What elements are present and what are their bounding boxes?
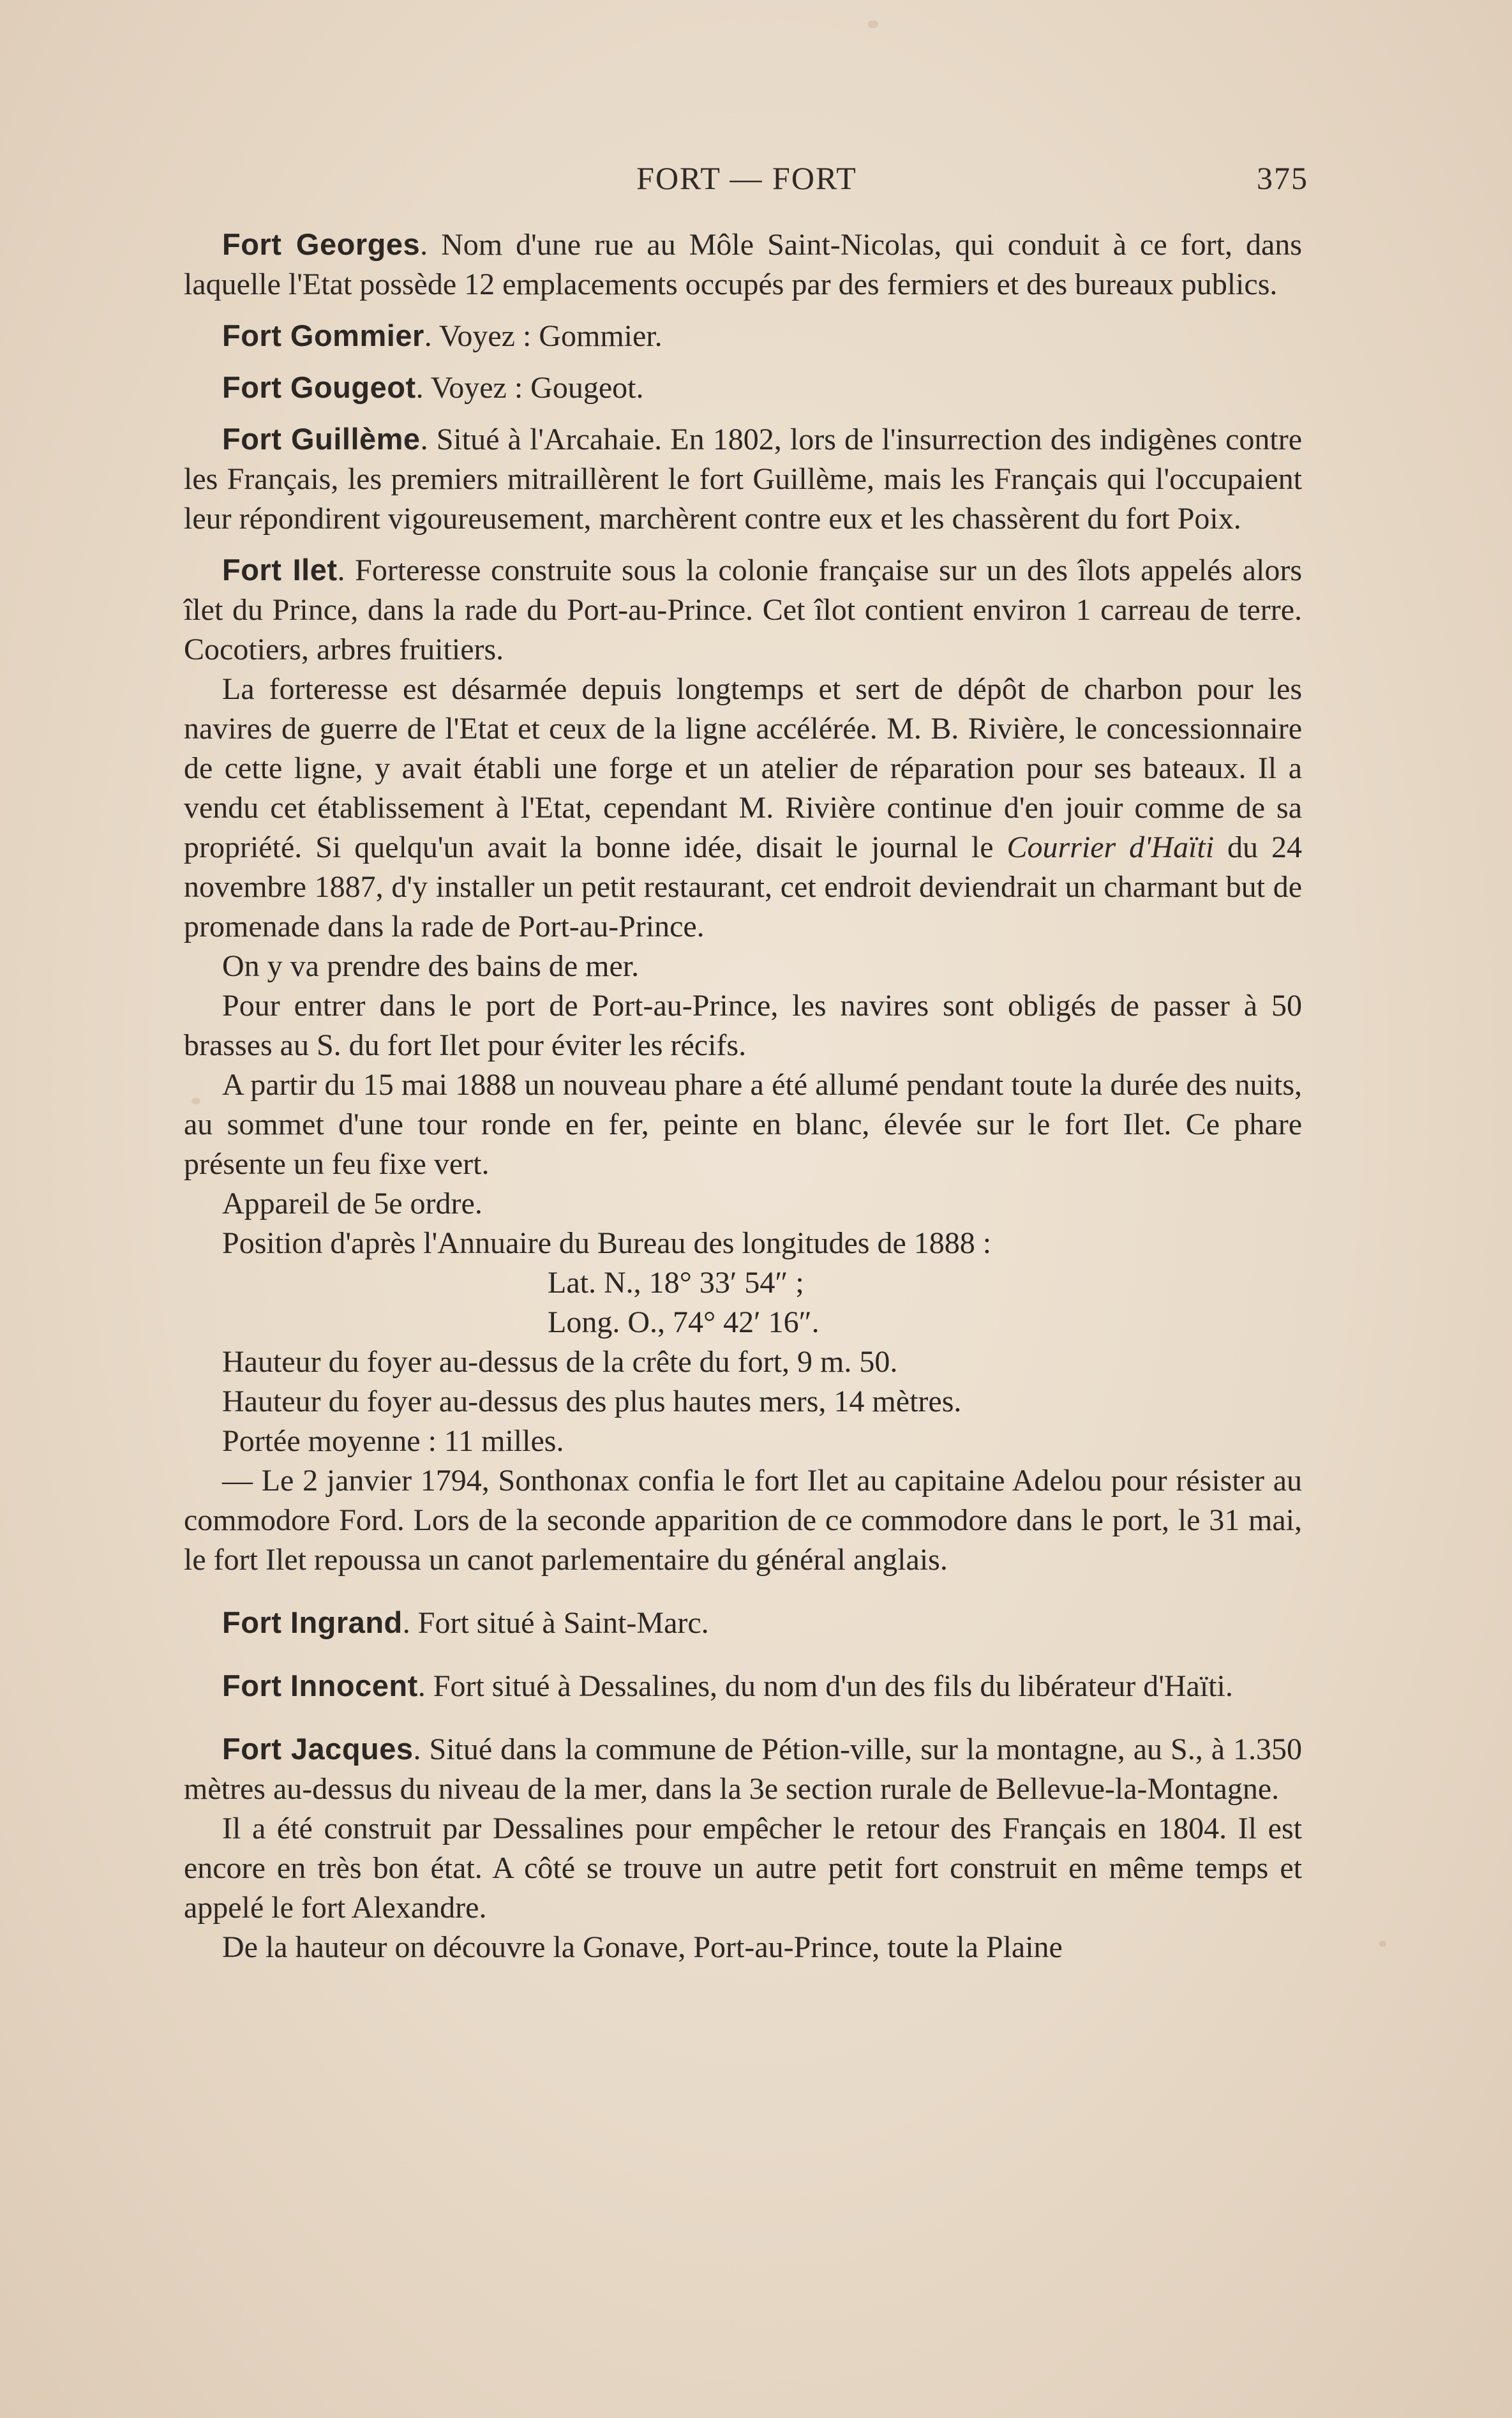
page-number: 375 bbox=[1257, 160, 1308, 196]
paragraph: Appareil de 5e ordre. bbox=[222, 1187, 483, 1220]
entry-text: . Situé à l'Arcahaie. En 1802, lors de l'insurrection des indigènes contre les Français, les premiers mitraillèrent le fort Guillème, mais les Français qui l'occupaient leur répondirent vigoureusement, marchèrent contre eux et les chassèrent du fort Poix. bbox=[184, 423, 1302, 536]
journal-title: Courrier d'Haïti bbox=[1007, 830, 1215, 864]
paragraph: De la hauteur on découvre la Gonave, Port-au-Prince, toute la Plaine bbox=[222, 1930, 1063, 1964]
entry-fort-ingrand bbox=[184, 1603, 1302, 1643]
entry-text: . Nom d'une rue au Môle Saint-Nicolas, qui conduit à ce fort, dans laquelle l'Etat possède 12 emplacements occupés par des fermiers et des bureaux publics. bbox=[184, 228, 1302, 301]
foxing-spot bbox=[868, 20, 878, 28]
entry-text: . Voyez : Gommier. bbox=[424, 319, 662, 353]
paragraph: Hauteur du foyer au-dessus de la crête du fort, 9 m. 50. bbox=[222, 1345, 898, 1379]
page-body bbox=[184, 225, 1302, 1967]
entry-term: Fort Ilet bbox=[222, 553, 338, 587]
entry-term: Fort Guillème bbox=[222, 422, 421, 456]
entry-text: . Fort situé à Dessalines, du nom d'un des fils du libérateur d'Haïti. bbox=[417, 1669, 1233, 1703]
paragraph: — Le 2 janvier 1794, Sonthonax confia le fort Ilet au capitaine Adelou pour résister au commodore Ford. Lors de la seconde apparition de ce commodore dans le port, le 31 mai, le fort Ilet repoussa un canot parlementaire du général anglais. bbox=[184, 1464, 1302, 1577]
entry-text: . Situé dans la commune de Pétion-ville, sur la montagne, au S., à 1.350 mètres au-dessus du niveau de la mer, dans la 3e section rurale de Bellevue-la-Montagne. bbox=[184, 1732, 1302, 1806]
paragraph: Pour entrer dans le port de Port-au-Prince, les navires sont obligés de passer à 50 brasses au S. du fort Ilet pour éviter les récifs. bbox=[184, 989, 1302, 1062]
entry-term: Fort Gommier bbox=[222, 319, 424, 352]
paragraph-text: La forteresse est désarmée depuis longtemps et sert de dépôt de charbon pour les navires de guerre de l'Etat et ceux de la ligne accélérée. M. B. Rivière, le concessionnaire de cette ligne, y avait établi une forge et un atelier de réparation pour ses bateaux. Il a vendu cet établissement à l'Etat, cependant M. Rivière continue d'en jouir comme de sa propriété. Si quelqu'un avait la bonne idée, disait le journal le bbox=[184, 672, 1302, 864]
paragraph: On y va prendre des bains de mer. bbox=[222, 949, 640, 983]
entry-fort-gougeot bbox=[184, 368, 1302, 408]
entry-fort-innocent bbox=[184, 1666, 1302, 1706]
entry-term: Fort Jacques bbox=[222, 1732, 414, 1766]
paragraph: Position d'après l'Annuaire du Bureau des longitudes de 1888 : bbox=[222, 1226, 992, 1260]
entry-term: Fort Ingrand bbox=[222, 1605, 403, 1639]
entry-fort-guilleme bbox=[184, 419, 1302, 539]
latitude: Lat. N., 18° 33′ 54″ ; bbox=[548, 1266, 804, 1300]
foxing-spot bbox=[1379, 1941, 1386, 1947]
entry-fort-gommier bbox=[184, 316, 1302, 356]
entry-fort-ilet bbox=[184, 550, 1302, 670]
running-header bbox=[185, 160, 1308, 204]
entry-term: Fort Georges bbox=[222, 227, 421, 261]
entry-text: . Voyez : Gougeot. bbox=[415, 371, 644, 405]
entry-fort-jacques bbox=[184, 1729, 1302, 1809]
longitude: Long. O., 74° 42′ 16″. bbox=[548, 1305, 820, 1339]
running-title: FORT — FORT bbox=[636, 160, 857, 196]
paragraph bbox=[184, 670, 1302, 947]
paragraph: A partir du 15 mai 1888 un nouveau phare a été allumé pendant toute la durée des nuits, au sommet d'une tour ronde en fer, peinte en blanc, élevée sur le fort Ilet. Ce phare présente un feu fixe vert. bbox=[184, 1068, 1302, 1181]
entry-term: Fort Gougeot bbox=[222, 370, 416, 404]
entry-fort-georges bbox=[184, 225, 1302, 304]
paragraph: Il a été construit par Dessalines pour empêcher le retour des Français en 1804. Il est encore en très bon état. A côté se trouve un autre petit fort construit en même temps et appelé le fort Alexandre. bbox=[184, 1812, 1302, 1925]
paragraph-text: du 24 novembre 1887, d'y installer un petit restaurant, cet endroit deviendrait un charmant but de promenade dans la rade de Port-au-Prince. bbox=[184, 830, 1303, 943]
entry-text: . Fort situé à Saint-Marc. bbox=[402, 1606, 709, 1640]
paragraph: Portée moyenne : 11 milles. bbox=[222, 1424, 564, 1458]
paragraph: Hauteur du foyer au-dessus des plus hautes mers, 14 mètres. bbox=[222, 1385, 962, 1418]
entry-text: . Forteresse construite sous la colonie française sur un des îlots appelés alors îlet du Prince, dans la rade du Port-au-Prince. Cet îlot contient environ 1 carreau de terre. Cocotiers, arbres fruitiers. bbox=[184, 553, 1302, 666]
entry-term: Fort Innocent bbox=[222, 1669, 418, 1702]
